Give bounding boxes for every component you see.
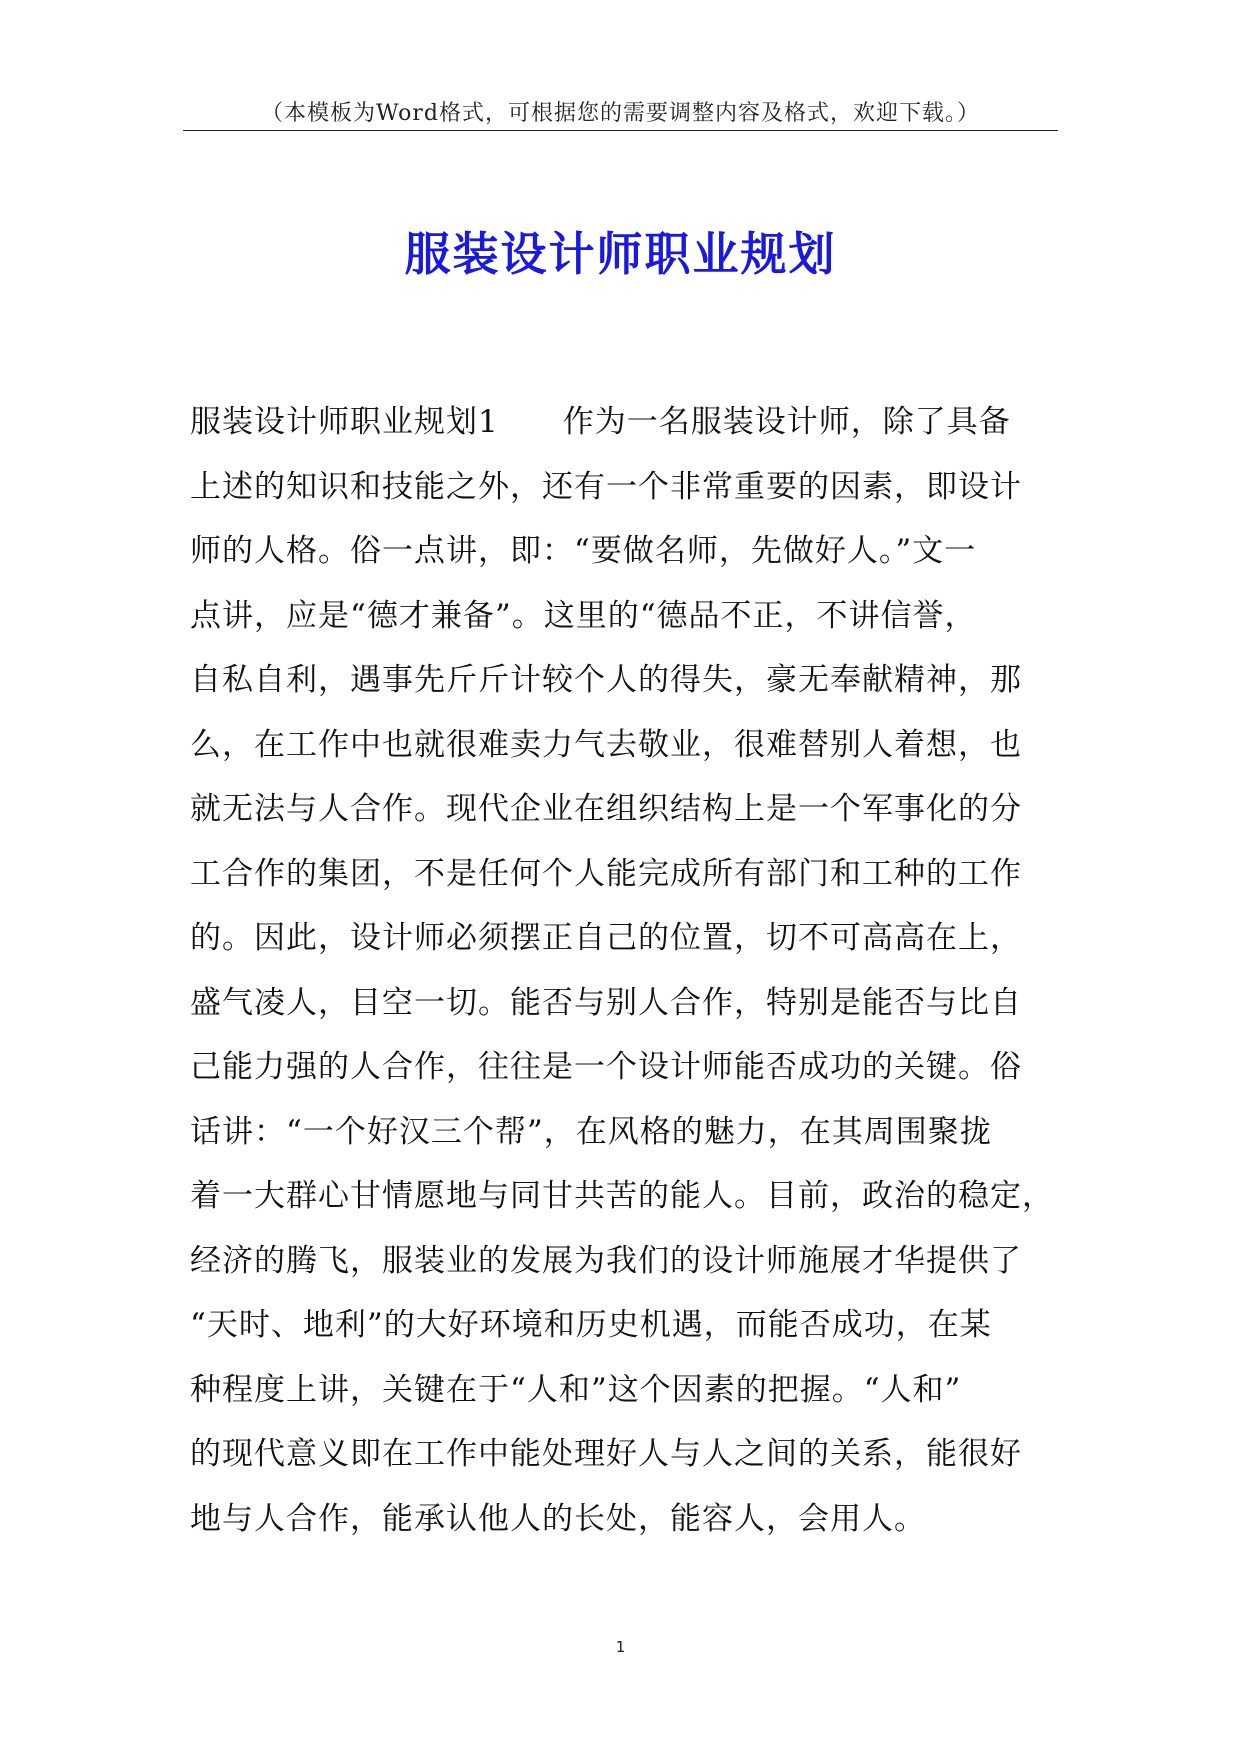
body-line: 点讲，应是“德才兼备”。这里的“德品不正，不讲信誉，: [190, 597, 977, 634]
body-line: 着一大群心甘情愿地与同甘共苦的能人。目前，政治的稳定，: [190, 1178, 1054, 1214]
body-line: 自私自利，遇事先斤斤计较个人的得失，豪无奉献精神，那: [190, 662, 1022, 698]
header-note: （本模板为Word格式，可根据您的需要调整内容及格式，欢迎下载。）: [261, 101, 980, 126]
document-body: [190, 390, 1054, 1551]
body-line: 的现代意义即在工作中能处理好人与人之间的关系，能很好: [190, 1436, 1022, 1472]
body-line: 己能力强的人合作，往往是一个设计师能否成功的关键。俗: [190, 1049, 1022, 1085]
body-line: 服装设计师职业规划1 作为一名服装设计师，除了具备: [190, 404, 1011, 440]
header-rule: [183, 130, 1058, 131]
body-line: 种程度上讲，关键在于“人和”这个因素的把握。“人和”: [190, 1371, 962, 1408]
body-line: 经济的腾飞，服装业的发展为我们的设计师施展才华提供了: [190, 1242, 1022, 1279]
document-title: 服装设计师职业规划: [404, 227, 837, 281]
body-line: 话讲：“一个好汉三个帮”，在风格的魅力，在其周围聚拢: [190, 1113, 992, 1150]
body-line: 工合作的集团，不是任何个人能完成所有部门和工种的工作: [190, 855, 1022, 892]
body-line: 师的人格。俗一点讲，即：“要做名师，先做好人。”文一: [190, 533, 977, 569]
body-line: 地与人合作，能承认他人的长处，能容人，会用人。: [190, 1500, 926, 1537]
body-line: 就无法与人合作。现代企业在组织结构上是一个军事化的分: [190, 791, 1022, 827]
body-line: “天时、地利”的大好环境和历史机遇，而能否成功，在某: [190, 1307, 992, 1343]
page-number: 1: [615, 1638, 626, 1656]
body-line: 的。因此，设计师必须摆正自己的位置，切不可高高在上，: [190, 920, 1022, 956]
body-line: 么，在工作中也就很难卖力气去敬业，很难替别人着想，也: [190, 726, 1022, 763]
body-line: 盛气凌人，目空一切。能否与别人合作，特别是能否与比自: [190, 984, 1022, 1021]
body-line: 上述的知识和技能之外，还有一个非常重要的因素，即设计: [190, 468, 1022, 505]
